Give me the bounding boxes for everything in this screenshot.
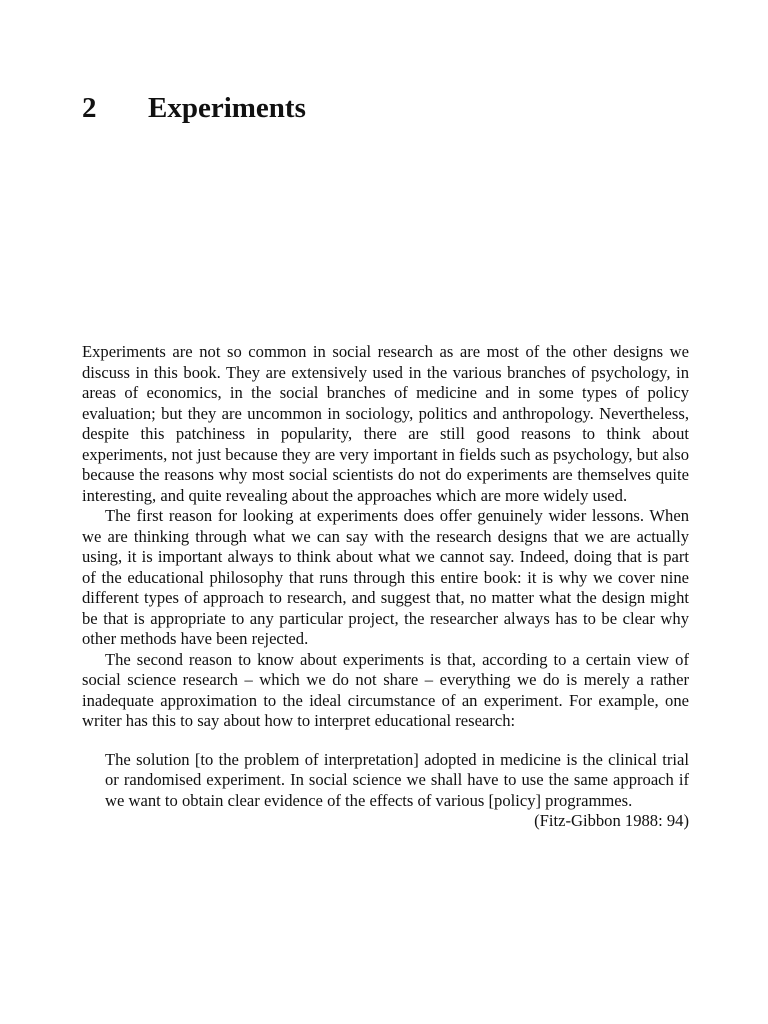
block-quote xyxy=(105,750,689,832)
chapter-number: 2 xyxy=(82,92,97,124)
quote-citation: (Fitz-Gibbon 1988: 94) xyxy=(534,811,689,830)
paragraph-3: The second reason to know about experiments is that, according to a certain view of social science research – which we do not share – everything we do is merely a rather inadequate approximation to the ideal circumstance of an experiment. For example, one writer has this to say about how to interpret educational research: xyxy=(82,649,689,730)
chapter-heading xyxy=(82,88,306,128)
chapter-title: Experiments xyxy=(148,92,306,124)
body-text xyxy=(82,342,689,832)
paragraph-1: Experiments are not so common in social research as are most of the other designs we discuss in this book. They are extensively used in the various branches of psychology, in areas of economics, in the social branches of medicine and in some types of policy evaluation; but they are uncommon in sociology, politics and anthropology. Nevertheless, despite this patchiness in popularity, there are still good reasons to think about experiments, not just because they are very important in fields such as psychology, but also because the reasons why most social scientists do not do experiments are themselves quite interesting, and quite revealing about the approaches which are more widely used. xyxy=(82,342,689,505)
quote-text: The solution [to the problem of interpretation] adopted in medicine is the clinical trial or randomised experiment. In social science we shall have to use the same approach if we want to obtain clear evidence of the effects of various [policy] programmes. xyxy=(105,749,689,810)
paragraph-2: The first reason for looking at experiments does offer genuinely wider lessons. When we are thinking through what we can say with the research designs that we are actually using, it is important always to think about what we cannot say. Indeed, doing that is part of the educational philosophy that runs through this entire book: it is why we cover nine different types of approach to research, and suggest that, no matter what the design might be that is appropriate to any particular project, the researcher always has to be clear why other methods have been rejected. xyxy=(82,506,689,648)
